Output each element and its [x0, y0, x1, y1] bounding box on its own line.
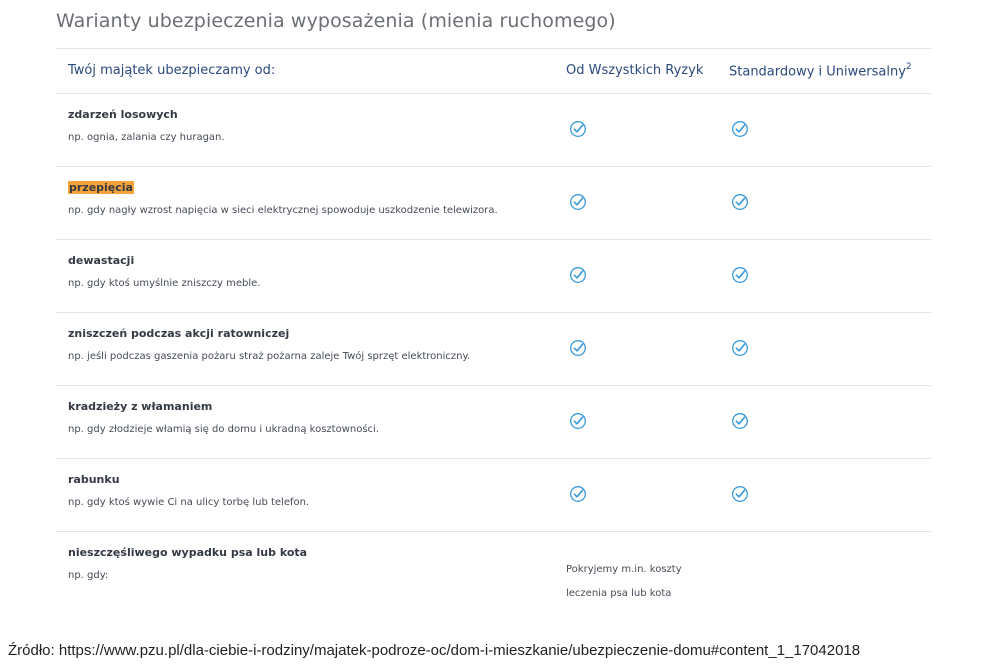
row-title: nieszczęśliwego wypadku psa lub kota	[68, 546, 308, 559]
check-circle-icon	[731, 485, 749, 503]
check-circle-icon	[731, 193, 749, 211]
table-row	[56, 459, 931, 532]
header-label: Twój majątek ubezpieczamy od:	[68, 63, 276, 78]
check-circle-icon	[731, 120, 749, 138]
check-circle-icon	[569, 266, 587, 284]
row-description: np. gdy ktoś wywie Ci na ulicy torbę lub telefon.	[68, 497, 310, 508]
table-row	[56, 94, 931, 167]
table-row	[56, 386, 931, 459]
header-col-standard: Standardowy i Uniwersalny$^2$	[729, 62, 912, 80]
row-title: przepięcia	[69, 181, 133, 194]
check-circle-icon	[731, 266, 749, 284]
table-row	[56, 313, 931, 386]
check-circle-icon	[569, 485, 587, 503]
table-header	[56, 48, 931, 94]
row-title: dewastacji	[68, 254, 135, 267]
row-description: np. gdy ktoś umyślnie zniszczy meble.	[68, 278, 261, 289]
footnote-marker: 2	[905, 62, 912, 72]
page-title: Warianty ubezpieczenia wyposażenia (mienia ruchomego)	[56, 10, 616, 32]
row-title: kradzieży z włamaniem	[68, 400, 213, 413]
check-circle-icon	[731, 339, 749, 357]
row-description: np. gdy nagły wzrost napięcia w sieci elektrycznej spowoduje uszkodzenie telewizora.	[68, 205, 498, 216]
row-title: zdarzeń losowych	[68, 108, 178, 121]
check-circle-icon	[569, 339, 587, 357]
check-circle-icon	[731, 412, 749, 430]
source-caption: Źródło: https://www.pzu.pl/dla-ciebie-i-rodziny/majatek-podroze-oc/dom-i-mieszkanie/ubezpieczenie-domu#content_1_17042018	[8, 642, 861, 659]
check-circle-icon	[569, 412, 587, 430]
table-row	[56, 240, 931, 313]
coverage-note-line-2: leczenia psa lub kota	[566, 588, 672, 599]
check-circle-icon	[569, 193, 587, 211]
row-description: np. gdy złodzieje włamią się do domu i ukradną kosztowności.	[68, 424, 380, 435]
row-title: rabunku	[68, 473, 120, 486]
row-description: np. jeśli podczas gaszenia pożaru straż pożarna zaleje Twój sprzęt elektroniczny.	[68, 351, 471, 362]
check-circle-icon	[569, 120, 587, 138]
coverage-table	[56, 48, 931, 612]
row-title: zniszczeń podczas akcji ratowniczej	[68, 327, 290, 340]
coverage-note-line-1: Pokryjemy m.in. koszty	[566, 564, 682, 575]
header-col-all-risks: Od Wszystkich Ryzyk	[566, 63, 704, 78]
table-row	[56, 532, 931, 612]
table-row	[56, 167, 931, 240]
row-description: np. ognia, zalania czy huragan.	[68, 132, 225, 143]
row-description: np. gdy:	[68, 570, 109, 581]
